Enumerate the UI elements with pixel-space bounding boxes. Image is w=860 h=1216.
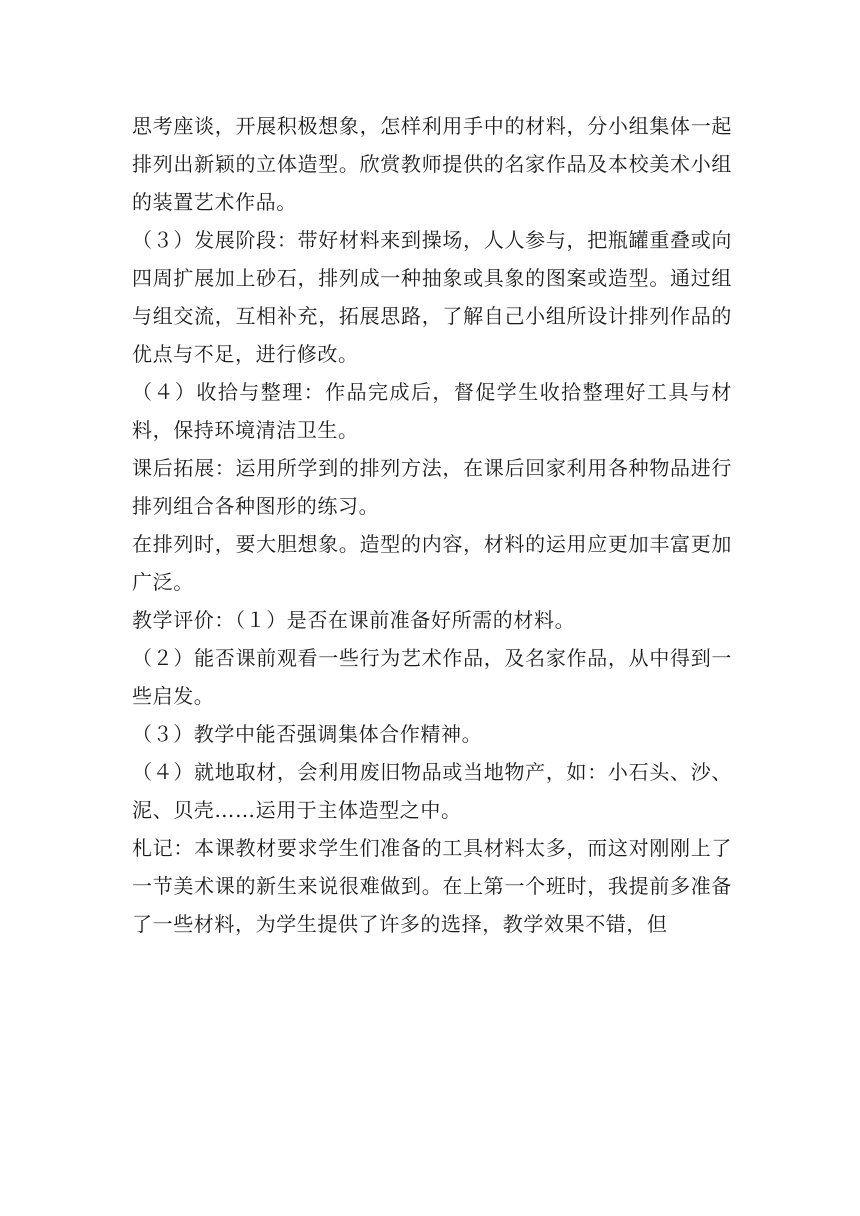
paragraph-discussion: 思考座谈，开展积极想象，怎样利用手中的材料，分小组集体一起排列出新颖的立体造型。欣赏教师提供的名家作品及本校美术小组的装置艺术作品。 xyxy=(132,114,732,214)
paragraph-evaluation-1: 教学评价：（１）是否在课前准备好所需的材料。 xyxy=(132,608,576,632)
paragraph-after-class-extension: 课后拓展：运用所学到的排列方法，在课后回家利用各种物品进行排列组合各种图形的练习。 xyxy=(132,456,732,518)
paragraph-development-stage: （３）发展阶段：带好材料来到操场，人人参与，把瓶罐重叠或向四周扩展加上砂石，排列成一种抽象或具象的图案或造型。通过组与组交流，互相补充，拓展思路，了解自己小组所设计排列作品的优点与不足，进行修改。 xyxy=(132,228,732,366)
paragraph-cleanup: （４）收拾与整理：作品完成后，督促学生收拾整理好工具与材料，保持环境清洁卫生。 xyxy=(132,380,732,442)
paragraph-imagination: 在排列时，要大胆想象。造型的内容，材料的运用应更加丰富更加广泛。 xyxy=(132,532,732,594)
paragraph-evaluation-4: （４）就地取材，会利用废旧物品或当地物产，如：小石头、沙、泥、贝壳……运用于主体造型之中。 xyxy=(132,760,732,822)
paragraph-evaluation-2: （２）能否课前观看一些行为艺术作品，及名家作品，从中得到一些启发。 xyxy=(132,646,732,708)
paragraph-notes: 札记：本课教材要求学生们准备的工具材料太多，而这对刚刚上了一节美术课的新生来说很难做到。在上第一个班时，我提前多准备了一些材料，为学生提供了许多的选择，教学效果不错，但 xyxy=(132,836,732,936)
paragraph-evaluation-3: （３）教学中能否强调集体合作精神。 xyxy=(132,722,483,746)
